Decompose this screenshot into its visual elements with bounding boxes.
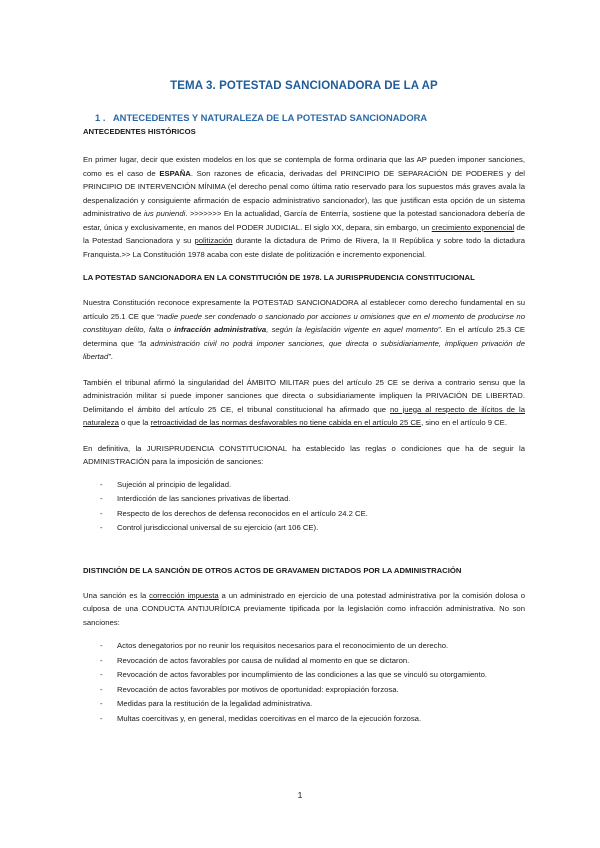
list-item: - Multas coercitivas y, en general, medidas coercitivas en el marco de la ejecución forzosa. — [83, 712, 525, 727]
text-run: CONDUCTA ANTIJURÍDICA — [141, 604, 240, 613]
text-run: POTESTAD SANCIONADORA — [252, 298, 359, 307]
text-run: infracción administrativa — [174, 325, 267, 334]
text-run: al establecer como derecho fundamental en su artículo — [83, 298, 525, 321]
text-run: PRIVACIÓN DE LIBERTAD — [425, 391, 523, 400]
section-1-heading — [95, 112, 525, 123]
subheading-antecedentes: ANTECEDENTES HISTÓRICOS — [83, 127, 196, 136]
text-run: . El siglo XX, depara, sin embargo, un — [300, 222, 432, 232]
text-run: PODER JUDICIAL — [236, 222, 301, 232]
paragraph-constitucion — [83, 296, 525, 364]
text-run: pues del artículo 25 CE se deriva a contrario sensu que la administración militar si puede imponer sanciones que directa o subsidiariamente impliquen la — [83, 377, 525, 400]
list-item: - Revocación de actos favorables por motivos de oportunidad: expropiación forzosa. — [83, 683, 525, 698]
list-item: - Revocación de actos favorables por causa de nulidad al momento en que se dictaron. — [83, 654, 525, 669]
text-run: “nadie puede ser condenado o sancionado por acciones u omisiones que en el momento de producirse no constituyan delito, falta o — [83, 311, 525, 334]
text-run: Nuestra Constitución reconoce expresamente la — [83, 298, 253, 307]
list-item: - Interdicción de las sanciones privativas de libertad. — [83, 492, 525, 507]
page-number: 1 — [297, 790, 303, 800]
text-run: ha establecido las reglas o condiciones que ha de seguir la — [286, 443, 525, 453]
list-item: - Respecto de los derechos de defensa reconocidos en el artículo 24.2 CE. — [83, 507, 525, 522]
text-run: 25.3 CE — [496, 325, 526, 334]
text-run: . — [110, 352, 113, 361]
text-run: . Delimitando el ámbito del artículo 25 CE, el tribunal constitucional ha afirmado que — [83, 391, 525, 414]
no-sanciones-list — [83, 639, 525, 726]
text-run: , sino en el artículo 9 CE. — [421, 418, 507, 427]
text-run: corrección impuesta — [149, 590, 219, 600]
text-run: a un administrado en ejercicio de una potestad administrativa por la comisión dolosa o culposa de una — [83, 590, 526, 613]
list-item: - Medidas para la restitución de la legalidad administrativa. — [83, 697, 525, 712]
text-run: para la imposición de sanciones: — [149, 457, 264, 466]
text-run: ÁMBITO MILITAR — [246, 377, 310, 387]
text-run: . En el artículo — [440, 325, 497, 334]
list-item: - Sujeción al principio de legalidad. — [83, 478, 525, 493]
text-run: PRINCIPIO DE SEPARACIÓN DE PODERES — [340, 168, 504, 178]
text-run: determina que — [83, 338, 138, 348]
text-run: (el derecho penal como última ratio reservado para los supuestos más graves avala la despenalización y consiguiente afirmación de espacio administrativo sancionador), las que justifican esta opción de un sistema administrativo de — [83, 182, 525, 218]
text-run: no juega al respecto de ilícitos de la naturaleza — [83, 404, 525, 427]
rules-list — [83, 478, 525, 536]
text-run: JURISPRUDENCIA CONSTITUCIONAL — [146, 443, 287, 453]
document-title: TEMA 3. POTESTAD SANCIONADORA DE LA AP — [170, 80, 438, 92]
paragraph-antecedentes — [83, 153, 525, 261]
subheading-constitucion: LA POTESTAD SANCIONADORA EN LA CONSTITUCIÓN DE 1978. LA JURISPRUDENCIA CONSTITUCIONAL — [83, 273, 475, 282]
text-run: . Son razones de eficacia, derivadas del — [190, 168, 341, 178]
list-item: - Control jurisdiccional universal de su ejercicio (art 106 CE). — [83, 521, 525, 536]
text-run: y del — [503, 168, 525, 178]
text-run: “la administración civil no podrá imponer sanciones, que directa o subsidiariamente, impliquen privación de libertad” — [83, 338, 525, 361]
section-1-title: ANTECEDENTES Y NATURALEZA DE LA POTESTAD SANCIONADORA — [112, 112, 428, 123]
text-run: crecimiento exponencial — [431, 222, 515, 232]
text-run: . >>>>>>> En la actualidad, García de Enterría, sostiene que la potestad sancionadora debería de estar, única y exclusivamente, en manos del — [83, 209, 525, 232]
page-content — [83, 80, 525, 726]
text-run: 25.1 CE — [110, 311, 139, 321]
text-run: PRINCIPIO DE INTERVENCIÓN MÍNIMA — [83, 182, 226, 191]
text-run: politización — [194, 236, 233, 245]
text-run: ADMINISTRACIÓN — [83, 457, 150, 466]
text-run: Una sanción es la — [83, 590, 150, 600]
section-1-number: 1 . — [95, 112, 106, 123]
list-item: - Actos denegatorios por no reunir los requisitos necesarios para el reconocimiento de un derecho. — [83, 639, 525, 654]
text-run: También el tribunal afirmó la singularidad del — [83, 377, 247, 387]
text-run: En definitiva, la — [83, 443, 147, 453]
text-run: , según la legislación vigente en aquel momento” — [266, 325, 441, 334]
text-run: de la Potestad Sancionadora y su — [83, 222, 525, 245]
text-run: ESPAÑA — [159, 168, 191, 178]
text-run: ius puniendi — [143, 209, 186, 218]
text-run: previamente tipificada por la legislación como infracción administrativa. No son sanciones: — [83, 604, 525, 627]
subheading-distincion: DISTINCIÓN DE LA SANCIÓN DE OTROS ACTOS DE GRAVAMEN DICTADOS POR LA ADMINISTRACIÓN — [83, 565, 462, 575]
paragraph-ambito-militar — [83, 376, 525, 430]
text-run: o que la — [118, 418, 151, 427]
text-run: En primer lugar, decir que existen modelos en los que se contempla de forma ordinaria que las AP pueden imponer sanciones, como es el caso de — [83, 155, 525, 178]
paragraph-sancion — [83, 589, 525, 630]
paragraph-jurisprudencia — [83, 442, 525, 469]
text-run: retroactividad de las normas desfavorables no tiene cabida en el artículo 25 CE — [150, 418, 422, 427]
list-item: - Revocación de actos favorables por incumplimiento de las condiciones a las que se vinculó su otorgamiento. — [83, 668, 525, 683]
text-run: que — [138, 311, 157, 321]
text-run: durante la dictadura de Primo de Rivera, la II República y sobre todo la dictadura Franquista.>> La Constitución 1978 acaba con este dislate de politización e incremento exponencial. — [83, 236, 525, 259]
